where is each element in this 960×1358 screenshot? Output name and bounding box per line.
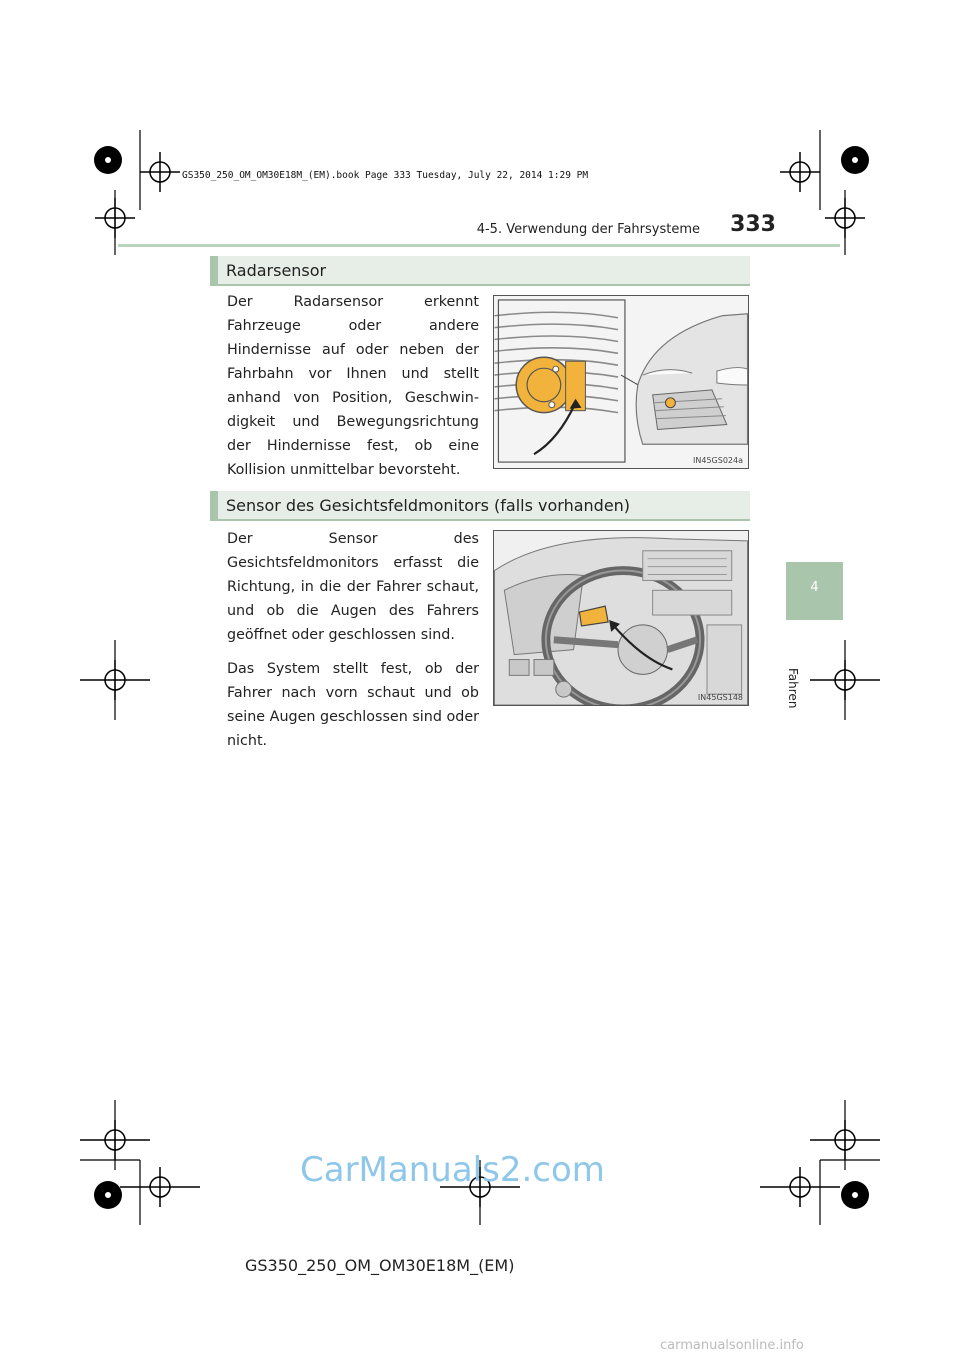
section-title-radarsensor xyxy=(210,256,750,286)
page-number: 333 xyxy=(730,212,776,237)
watermark-logo: CarManuals2.com xyxy=(300,1150,605,1190)
paragraph: Der Radarsensor erkennt Fahrzeuge oder andere Hindernisse auf oder neben der Fahrbahn vor Ihnen und stellt anhand von Position, Geschwin-digkeit und Bewegungsrichtung der Hindernisse fest, ob eine Kollision unmittelbar bevorsteht. xyxy=(227,294,479,478)
figure-code: IN45GS024a xyxy=(693,456,743,465)
print-header: GS350_250_OM_OM30E18M_(EM).book Page 333 Tuesday, July 22, 2014 1:29 PM xyxy=(182,170,589,181)
header-section-label: 4-5. Verwendung der Fahrsysteme xyxy=(476,222,700,237)
chapter-tab-number: 4 xyxy=(810,580,819,595)
face-sensor-illustration xyxy=(494,531,748,705)
section-body-radarsensor xyxy=(227,290,479,492)
section-title-gesichtsfeldmonitor xyxy=(210,491,750,521)
figure-radar-sensor xyxy=(493,295,749,469)
header-rule xyxy=(118,244,840,247)
figure-code: IN45GS148 xyxy=(697,693,743,702)
section-title-text: Sensor des Gesichtsfeldmonitors (falls vorhanden) xyxy=(226,496,631,515)
footer-document-code: GS350_250_OM_OM30E18M_(EM) xyxy=(245,1256,515,1275)
paragraph: Das System stellt fest, ob der Fahrer nach vorn schaut und ob seine Augen geschlossen sind oder nicht. xyxy=(227,661,479,749)
figure-face-sensor xyxy=(493,530,749,706)
watermark-bottom: carmanualsonline.info xyxy=(660,1338,804,1353)
radar-sensor-illustration xyxy=(494,296,748,468)
paragraph: Der Sensor des Gesichtsfeldmonitors erfasst die Richtung, in die der Fahrer schaut, und ob die Augen des Fahrers geöffnet oder geschlossen sind. xyxy=(227,531,479,643)
chapter-tab-label-text: Fahren xyxy=(786,668,800,709)
section-title-text: Radarsensor xyxy=(226,261,327,280)
chapter-tab-label xyxy=(786,668,800,709)
section-body-gesichtsfeldmonitor xyxy=(227,527,479,763)
